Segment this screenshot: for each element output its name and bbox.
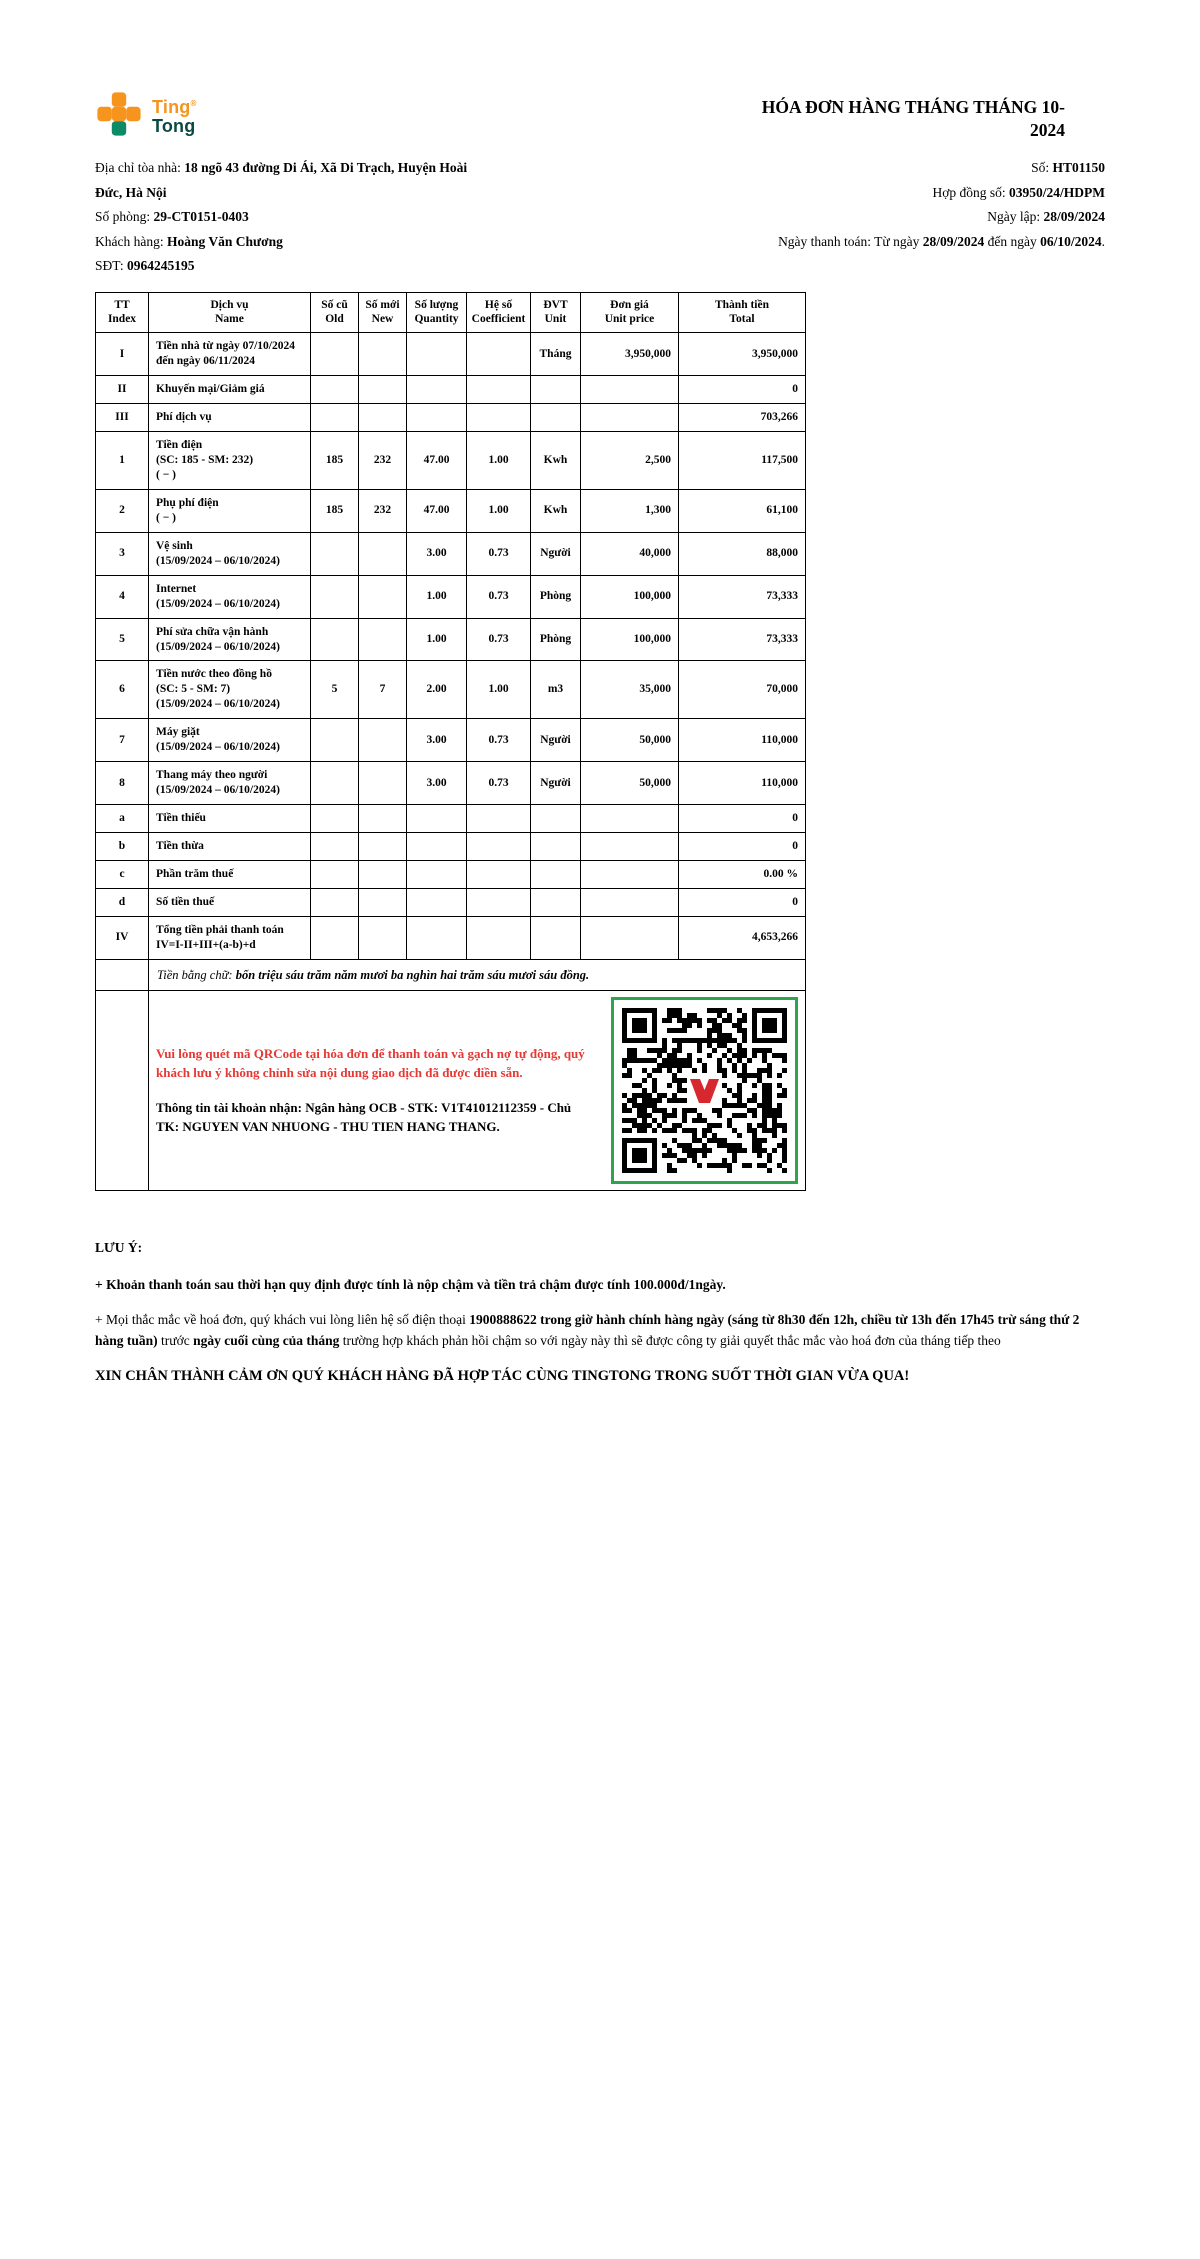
- contract-number-value: 03950/24/HDPM: [1009, 184, 1105, 200]
- cell-new: [359, 719, 407, 762]
- cell-coef: [467, 805, 531, 833]
- room-number: [95, 205, 495, 230]
- document-title-line2: 2024: [1030, 119, 1065, 140]
- table-row: [96, 532, 806, 575]
- cell-unit: Kwh: [531, 432, 581, 490]
- cell-price: 50,000: [581, 762, 679, 805]
- building-address: [95, 156, 495, 205]
- cell-name: Máy giặt (15/09/2024 – 06/10/2024): [149, 719, 311, 762]
- table-row: [96, 805, 806, 833]
- customer-phone-label: SĐT:: [95, 258, 127, 273]
- invoice-table-body: [96, 333, 806, 959]
- cell-price: [581, 404, 679, 432]
- cell-total: 117,500: [679, 432, 806, 490]
- note-hotline: + Mọi thắc mắc về hoá đơn, quý khách vui lòng liên hệ số điện thoại 1900888622 trong giờ hành chính hàng ngày (sáng từ 8h30 đến 12h, chiều từ 13h đến 17h45 trừ sáng thứ 2 hàng tuần) trước ngày cuối cùng của tháng trường hợp khách phản hồi chậm so với ngày này thì sẽ được công ty giải quyết thắc mắc vào hoá đơn của tháng tiếp theo: [95, 1311, 1080, 1348]
- qr-section-cell: [149, 990, 806, 1190]
- building-address-value: 18 ngõ 43 đường Di Ái, Xã Di Trạch, Huyện Hoài Đức, Hà Nội: [95, 160, 468, 200]
- cell-name: Phần trăm thuế: [149, 860, 311, 888]
- cell-new: 232: [359, 432, 407, 490]
- table-row: [96, 661, 806, 719]
- cell-new: [359, 832, 407, 860]
- table-row: [96, 888, 806, 916]
- cell-tt: 6: [96, 661, 149, 719]
- cell-price: 3,950,000: [581, 333, 679, 376]
- cell-tt-empty: [96, 959, 149, 990]
- cell-coef: [467, 832, 531, 860]
- cell-unit: [531, 916, 581, 959]
- cell-price: 40,000: [581, 532, 679, 575]
- payment-period: [778, 230, 1105, 255]
- cell-new: [359, 805, 407, 833]
- cell-new: [359, 860, 407, 888]
- bank-account-info: [156, 1098, 594, 1137]
- cell-new: 232: [359, 489, 407, 532]
- invoice-meta: [778, 156, 1105, 279]
- cell-unit: [531, 404, 581, 432]
- column-header: Số lượng Quantity: [407, 292, 467, 333]
- cell-coef: [467, 404, 531, 432]
- cell-unit: Người: [531, 719, 581, 762]
- issue-date: [778, 205, 1105, 230]
- cell-tt: a: [96, 805, 149, 833]
- cell-qty: [407, 805, 467, 833]
- cell-price: 1,300: [581, 489, 679, 532]
- cell-tt: 8: [96, 762, 149, 805]
- table-row: [96, 376, 806, 404]
- table-row: [96, 575, 806, 618]
- column-header: TT Index: [96, 292, 149, 333]
- cell-tt: 7: [96, 719, 149, 762]
- cell-old: [311, 805, 359, 833]
- cell-old: [311, 532, 359, 575]
- cell-old: [311, 404, 359, 432]
- cell-name: Phụ phí điện ( − ): [149, 489, 311, 532]
- issue-date-value: 28/09/2024: [1043, 209, 1105, 224]
- cell-coef: [467, 860, 531, 888]
- cell-qty: [407, 888, 467, 916]
- cell-tt: 2: [96, 489, 149, 532]
- cell-new: [359, 404, 407, 432]
- cell-coef: 1.00: [467, 432, 531, 490]
- cell-unit: m3: [531, 661, 581, 719]
- cell-old: [311, 376, 359, 404]
- cell-tt: I: [96, 333, 149, 376]
- cell-coef: 0.73: [467, 532, 531, 575]
- customer-info: [95, 156, 495, 279]
- cell-name: Vệ sinh (15/09/2024 – 06/10/2024): [149, 532, 311, 575]
- cell-price: 2,500: [581, 432, 679, 490]
- contract-number-label: Hợp đồng số:: [932, 184, 1009, 200]
- cell-qty: [407, 916, 467, 959]
- table-row: [96, 489, 806, 532]
- cell-tt: 1: [96, 432, 149, 490]
- cell-coef: 0.73: [467, 575, 531, 618]
- cell-price: [581, 805, 679, 833]
- cell-qty: [407, 404, 467, 432]
- cell-qty: 2.00: [407, 661, 467, 719]
- table-row: [96, 719, 806, 762]
- cell-coef: [467, 333, 531, 376]
- customer-name: [95, 230, 495, 255]
- customer-name-label: Khách hàng:: [95, 233, 167, 249]
- cell-qty: 47.00: [407, 489, 467, 532]
- cell-coef: 0.73: [467, 618, 531, 661]
- qr-section-row: [96, 990, 806, 1190]
- cell-name: Phí sửa chữa vận hành (15/09/2024 – 06/10/2024): [149, 618, 311, 661]
- invoice-table: [95, 292, 806, 1191]
- cell-name: Tiền thiếu: [149, 805, 311, 833]
- cell-price: [581, 916, 679, 959]
- cell-old: [311, 762, 359, 805]
- payment-period-start: 28/09/2024: [922, 233, 985, 249]
- table-row: [96, 832, 806, 860]
- customer-phone-value: 0964245195: [126, 258, 195, 273]
- cell-coef: [467, 888, 531, 916]
- cell-coef: 1.00: [467, 661, 531, 719]
- tingtong-logo-icon: [95, 90, 143, 143]
- cell-unit: [531, 832, 581, 860]
- cell-total: 110,000: [679, 762, 806, 805]
- notes-heading: LƯU Ý:: [95, 1239, 143, 1255]
- bank-account-mid: - Chủ TK:: [156, 1099, 572, 1135]
- cell-name: Khuyến mại/Giảm giá: [149, 376, 311, 404]
- column-header: Dịch vụ Name: [149, 292, 311, 333]
- header: [95, 90, 1105, 143]
- cell-name: Tiền thừa: [149, 832, 311, 860]
- cell-total: 73,333: [679, 575, 806, 618]
- cell-old: [311, 719, 359, 762]
- cell-old: [311, 575, 359, 618]
- invoice-number: [778, 156, 1105, 181]
- column-header: Hệ số Coefficient: [467, 292, 531, 333]
- cell-new: [359, 618, 407, 661]
- cell-total: 110,000: [679, 719, 806, 762]
- cell-old: [311, 860, 359, 888]
- cell-total: 3,950,000: [679, 333, 806, 376]
- cell-price: [581, 832, 679, 860]
- cell-total: 61,100: [679, 489, 806, 532]
- invoice-info: [95, 156, 1105, 279]
- payment-period-mid: đến ngày: [984, 233, 1041, 249]
- cell-tt: IV: [96, 916, 149, 959]
- cell-tt: 5: [96, 618, 149, 661]
- cell-new: [359, 376, 407, 404]
- room-number-value: 29-CT0151-0403: [153, 209, 249, 224]
- table-row: [96, 333, 806, 376]
- bank-account-suffix: .: [496, 1119, 500, 1135]
- cell-tt: 4: [96, 575, 149, 618]
- qr-code-image: [622, 1008, 787, 1173]
- cell-total: 70,000: [679, 661, 806, 719]
- contract-number: [778, 181, 1105, 206]
- cell-tt: II: [96, 376, 149, 404]
- document-title-line1: HÓA ĐƠN HÀNG THÁNG THÁNG 10-: [761, 97, 1065, 117]
- cell-qty: 3.00: [407, 762, 467, 805]
- cell-price: [581, 860, 679, 888]
- table-row: [96, 762, 806, 805]
- cell-total: 4,653,266: [679, 916, 806, 959]
- table-row: [96, 860, 806, 888]
- note-late-payment: + Khoản thanh toán sau thời hạn quy định được tính là nộp chậm và tiền trả chậm được tính 100.000đ/1ngày.: [95, 1276, 726, 1292]
- bank-account-label: Thông tin tài khoản nhận: Ngân hàng OCB - STK:: [156, 1099, 442, 1115]
- cell-unit: [531, 860, 581, 888]
- logo-word-tong: Tong: [152, 115, 196, 136]
- tingtong-logo-text: [152, 98, 197, 136]
- cell-total: 0.00 %: [679, 860, 806, 888]
- logo-word-ting: Ting®: [152, 96, 197, 117]
- cell-tt: III: [96, 404, 149, 432]
- cell-unit: [531, 888, 581, 916]
- cell-unit: Tháng: [531, 333, 581, 376]
- cell-unit: Phòng: [531, 618, 581, 661]
- table-header-row: [96, 292, 806, 333]
- cell-unit: Kwh: [531, 489, 581, 532]
- cell-total: 88,000: [679, 532, 806, 575]
- cell-new: [359, 888, 407, 916]
- cell-total: 0: [679, 376, 806, 404]
- cell-name: Số tiền thuế: [149, 888, 311, 916]
- cell-new: 7: [359, 661, 407, 719]
- cell-tt: 3: [96, 532, 149, 575]
- cell-price: 100,000: [581, 618, 679, 661]
- column-header: Đơn giá Unit price: [581, 292, 679, 333]
- cell-total: 73,333: [679, 618, 806, 661]
- column-header: ĐVT Unit: [531, 292, 581, 333]
- table-row: [96, 618, 806, 661]
- table-row: [96, 432, 806, 490]
- cell-old: 185: [311, 432, 359, 490]
- cell-new: [359, 333, 407, 376]
- cell-name: Internet (15/09/2024 – 06/10/2024): [149, 575, 311, 618]
- cell-old: [311, 888, 359, 916]
- cell-total: 0: [679, 832, 806, 860]
- cell-unit: Người: [531, 762, 581, 805]
- payment-period-label: Ngày thanh toán: Từ ngày: [778, 233, 923, 249]
- column-header: Thành tiền Total: [679, 292, 806, 333]
- cell-qty: [407, 333, 467, 376]
- cell-qty: 47.00: [407, 432, 467, 490]
- cell-new: [359, 532, 407, 575]
- bank-account-holder: NGUYEN VAN NHUONG - THU TIEN HANG THANG: [182, 1119, 497, 1135]
- customer-name-value: Hoàng Văn Chương: [166, 233, 283, 249]
- cell-qty: [407, 860, 467, 888]
- footer-notes: [95, 1237, 1105, 1387]
- cell-price: [581, 888, 679, 916]
- cell-old: [311, 916, 359, 959]
- cell-new: [359, 575, 407, 618]
- cell-name: Phí dịch vụ: [149, 404, 311, 432]
- cell-total: 0: [679, 805, 806, 833]
- customer-phone: [95, 254, 495, 279]
- thank-you-note: XIN CHÂN THÀNH CẢM ƠN QUÝ KHÁCH HÀNG ĐÃ HỢP TÁC CÙNG TINGTONG TRONG SUỐT THỜI GIAN VỪA QUA!: [95, 1367, 910, 1384]
- cell-qty: 1.00: [407, 575, 467, 618]
- issue-date-label: Ngày lập:: [987, 209, 1044, 224]
- tingtong-logo: [95, 90, 197, 143]
- payment-instructions: [156, 1044, 594, 1137]
- building-address-label: Địa chỉ tòa nhà:: [95, 160, 185, 175]
- cell-old: 185: [311, 489, 359, 532]
- qr-payment-warning: Vui lòng quét mã QRCode tại hóa đơn để thanh toán và gạch nợ tự động, quý khách lưu ý không chỉnh sửa nội dung giao dịch đã được điền sẵn.: [156, 1045, 585, 1081]
- cell-coef: [467, 916, 531, 959]
- amount-in-words-row: [96, 959, 806, 990]
- cell-old: 5: [311, 661, 359, 719]
- cell-name: Tổng tiền phải thanh toán IV=I-II+III+(a-b)+d: [149, 916, 311, 959]
- document-title: [645, 96, 1065, 142]
- cell-tt: d: [96, 888, 149, 916]
- cell-name: Tiền nhà từ ngày 07/10/2024 đến ngày 06/11/2024: [149, 333, 311, 376]
- cell-unit: [531, 376, 581, 404]
- amount-in-words-label: Tiền bằng chữ:: [157, 967, 236, 982]
- cell-total: 703,266: [679, 404, 806, 432]
- amount-in-words-cell: [149, 959, 806, 990]
- cell-price: 100,000: [581, 575, 679, 618]
- cell-price: 35,000: [581, 661, 679, 719]
- invoice-number-value: HT01150: [1052, 160, 1105, 175]
- payment-period-suffix: .: [1101, 233, 1105, 249]
- cell-qty: 1.00: [407, 618, 467, 661]
- invoice-number-label: Số:: [1031, 160, 1053, 175]
- cell-unit: Phòng: [531, 575, 581, 618]
- column-header: Số mới New: [359, 292, 407, 333]
- cell-unit: [531, 805, 581, 833]
- cell-old: [311, 832, 359, 860]
- amount-in-words-value: bốn triệu sáu trăm năm mươi ba nghìn hai trăm sáu mươi sáu đồng.: [235, 967, 590, 982]
- cell-qty: [407, 376, 467, 404]
- cell-new: [359, 916, 407, 959]
- cell-coef: 1.00: [467, 489, 531, 532]
- column-header: Số cũ Old: [311, 292, 359, 333]
- table-row: [96, 916, 806, 959]
- cell-old: [311, 333, 359, 376]
- cell-unit: Người: [531, 532, 581, 575]
- cell-qty: 3.00: [407, 719, 467, 762]
- cell-tt-empty: [96, 990, 149, 1190]
- cell-price: 50,000: [581, 719, 679, 762]
- cell-coef: 0.73: [467, 762, 531, 805]
- cell-qty: [407, 832, 467, 860]
- cell-new: [359, 762, 407, 805]
- table-row: [96, 404, 806, 432]
- cell-tt: b: [96, 832, 149, 860]
- cell-coef: 0.73: [467, 719, 531, 762]
- cell-name: Tiền nước theo đồng hồ (SC: 5 - SM: 7) (15/09/2024 – 06/10/2024): [149, 661, 311, 719]
- cell-total: 0: [679, 888, 806, 916]
- cell-old: [311, 618, 359, 661]
- payment-qr-code: [611, 997, 798, 1184]
- cell-qty: 3.00: [407, 532, 467, 575]
- cell-coef: [467, 376, 531, 404]
- cell-price: [581, 376, 679, 404]
- cell-name: Tiền điện (SC: 185 - SM: 232) ( − ): [149, 432, 311, 490]
- room-number-label: Số phòng:: [95, 209, 154, 224]
- cell-name: Thang máy theo người (15/09/2024 – 06/10/2024): [149, 762, 311, 805]
- cell-tt: c: [96, 860, 149, 888]
- bank-account-number: V1T41012112359: [441, 1099, 537, 1115]
- payment-period-end: 06/10/2024: [1040, 233, 1102, 249]
